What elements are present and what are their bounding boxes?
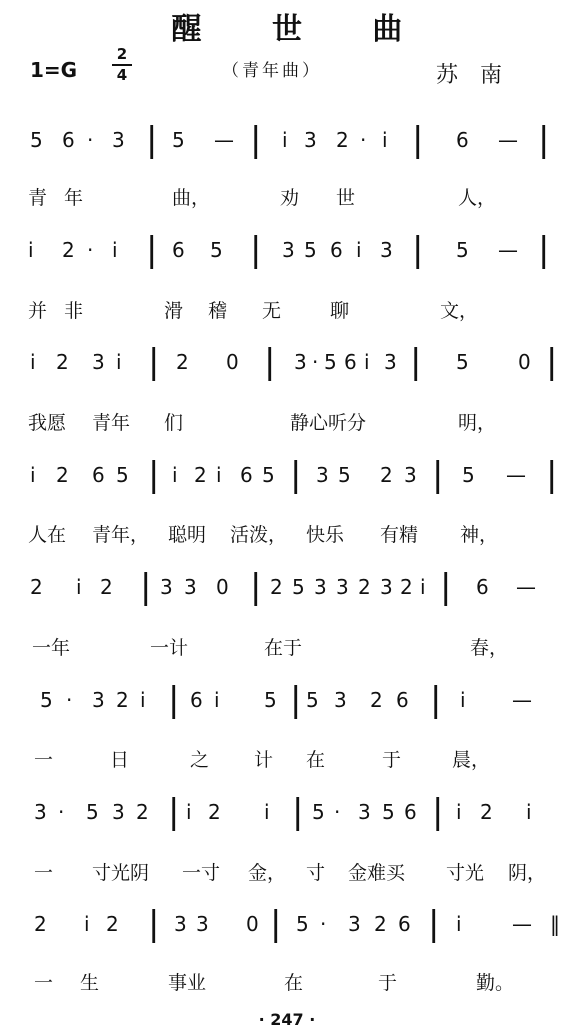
- note: 5: [338, 463, 351, 487]
- bar-line: |: [290, 680, 302, 720]
- lyric: 青年，: [92, 524, 150, 546]
- note: 2: [370, 688, 383, 712]
- note: 3: [334, 688, 347, 712]
- note: 5: [304, 238, 317, 262]
- note: 2: [400, 575, 413, 599]
- note: 6: [190, 688, 203, 712]
- note: 3: [112, 128, 125, 152]
- note: 5: [292, 575, 305, 599]
- note: 5: [86, 800, 99, 824]
- note: ·: [66, 688, 73, 712]
- note: i: [30, 463, 36, 487]
- note: 2: [56, 350, 69, 374]
- note: 5: [324, 350, 337, 374]
- note: 2: [30, 575, 43, 599]
- lyric: 并: [28, 300, 48, 322]
- note: i: [364, 350, 370, 374]
- note: 3: [384, 350, 397, 374]
- note: i: [456, 800, 462, 824]
- note: 3: [380, 575, 393, 599]
- note: 3: [404, 463, 417, 487]
- note: i: [456, 912, 462, 936]
- note: ·: [312, 350, 319, 374]
- note: i: [282, 128, 288, 152]
- bar-line: |: [432, 792, 444, 832]
- origin: 苏南: [436, 63, 525, 88]
- note: —: [516, 575, 536, 599]
- bar-line: |: [412, 230, 424, 270]
- note: 2: [380, 463, 393, 487]
- note: —: [498, 238, 518, 262]
- note: —: [512, 688, 532, 712]
- note: 0: [226, 350, 239, 374]
- subtitle: （青年曲）: [222, 61, 322, 81]
- note: 6: [92, 463, 105, 487]
- note: 5: [456, 350, 469, 374]
- lyric: 在于: [264, 637, 303, 659]
- lyric: 有精: [380, 524, 419, 546]
- note: —: [512, 912, 532, 936]
- note: 2: [194, 463, 207, 487]
- lyric: 滑: [164, 300, 184, 322]
- note: 2: [176, 350, 189, 374]
- lyric: 快乐: [306, 524, 345, 546]
- note: —: [506, 463, 526, 487]
- lyric: 计: [254, 749, 274, 771]
- bar-line: |: [264, 342, 276, 382]
- bar-line: |: [410, 342, 422, 382]
- note: 3: [92, 688, 105, 712]
- note: 5: [30, 128, 43, 152]
- lyric: 一年: [32, 637, 71, 659]
- note: i: [420, 575, 426, 599]
- time-bottom: 4: [116, 66, 128, 84]
- bar-line: |: [430, 680, 442, 720]
- note: 5: [462, 463, 475, 487]
- lyric: 聊: [330, 300, 350, 322]
- lyric: 青: [28, 187, 48, 209]
- lyric: 日: [110, 749, 130, 771]
- bar-line: |: [146, 120, 158, 160]
- note: ·: [360, 128, 367, 152]
- lyric: 春，: [470, 637, 509, 659]
- note: 6: [476, 575, 489, 599]
- note: 3: [348, 912, 361, 936]
- note: 6: [404, 800, 417, 824]
- lyric: 生: [80, 972, 100, 994]
- lyric: 在: [284, 972, 304, 994]
- note: 0: [216, 575, 229, 599]
- lyric: 人，: [458, 187, 497, 209]
- note: ·: [87, 238, 94, 262]
- lyric: 活泼，: [230, 524, 288, 546]
- lyric: 一: [34, 972, 54, 994]
- note: 2: [374, 912, 387, 936]
- lyric: 一寸: [182, 862, 221, 884]
- lyric: 神，: [460, 524, 499, 546]
- note: i: [140, 688, 146, 712]
- note: 6: [172, 238, 185, 262]
- note: 5: [264, 688, 277, 712]
- lyric: 文，: [440, 300, 479, 322]
- note: i: [214, 688, 220, 712]
- note: 5: [382, 800, 395, 824]
- note: 5: [312, 800, 325, 824]
- lyric: 勤。: [476, 972, 515, 994]
- note: 0: [246, 912, 259, 936]
- note: 3: [92, 350, 105, 374]
- bar-line: |: [168, 680, 180, 720]
- note: 3: [160, 575, 173, 599]
- bar-line: |: [140, 567, 152, 607]
- note: i: [112, 238, 118, 262]
- lyric: 金难买: [348, 862, 406, 884]
- note: 0: [518, 350, 531, 374]
- lyric: 一: [34, 749, 54, 771]
- bar-line: |: [538, 120, 550, 160]
- bar-line: |: [250, 230, 262, 270]
- note: 6: [330, 238, 343, 262]
- note: 6: [240, 463, 253, 487]
- bar-line: |: [146, 230, 158, 270]
- note: 3: [316, 463, 329, 487]
- note: i: [460, 688, 466, 712]
- bar-line: |: [148, 342, 160, 382]
- note: 3: [294, 350, 307, 374]
- lyric: 非: [64, 300, 84, 322]
- note: i: [84, 912, 90, 936]
- note: i: [28, 238, 34, 262]
- note: 6: [456, 128, 469, 152]
- note: 6: [62, 128, 75, 152]
- note: i: [186, 800, 192, 824]
- lyric: 一: [34, 862, 54, 884]
- note: i: [172, 463, 178, 487]
- lyric: 们: [164, 412, 184, 434]
- note: i: [356, 238, 362, 262]
- note: 5: [296, 912, 309, 936]
- bar-line: |: [270, 904, 282, 944]
- lyric: 晨，: [452, 749, 491, 771]
- note: i: [116, 350, 122, 374]
- lyric: 寸: [306, 862, 326, 884]
- note: i: [264, 800, 270, 824]
- note: 2: [208, 800, 221, 824]
- note: 5: [210, 238, 223, 262]
- lyric: 稽: [208, 300, 228, 322]
- lyric: 世: [336, 187, 356, 209]
- lyric: 一计: [150, 637, 189, 659]
- bar-line: |: [148, 904, 160, 944]
- note: 3: [336, 575, 349, 599]
- note: 5: [456, 238, 469, 262]
- note: 2: [62, 238, 75, 262]
- lyric: 阴，: [508, 862, 547, 884]
- bar-line: |: [250, 120, 262, 160]
- note: 6: [396, 688, 409, 712]
- note: 5: [40, 688, 53, 712]
- note: 3: [196, 912, 209, 936]
- note: 2: [106, 912, 119, 936]
- note: 3: [380, 238, 393, 262]
- note: 5: [262, 463, 275, 487]
- note: 6: [344, 350, 357, 374]
- time-top: 2: [116, 45, 128, 63]
- lyric: 静心听分: [290, 412, 367, 434]
- lyric: 我愿: [28, 412, 67, 434]
- note: 3: [34, 800, 47, 824]
- note: 2: [336, 128, 349, 152]
- lyric: 曲，: [172, 187, 211, 209]
- lyric: 寸光阴: [92, 862, 150, 884]
- bar-line: |: [168, 792, 180, 832]
- bar-line: |: [148, 455, 160, 495]
- page-number: · 247 ·: [258, 1010, 316, 1029]
- bar-line: |: [292, 792, 304, 832]
- lyric: 青年: [92, 412, 131, 434]
- lyric: 于: [378, 972, 398, 994]
- note: 5: [306, 688, 319, 712]
- note: 3: [174, 912, 187, 936]
- note: 2: [136, 800, 149, 824]
- note: 2: [480, 800, 493, 824]
- note: ·: [320, 912, 327, 936]
- lyric: 无: [262, 300, 282, 322]
- lyric: 事业: [168, 972, 207, 994]
- note: 2: [100, 575, 113, 599]
- note: 3: [314, 575, 327, 599]
- note: 3: [304, 128, 317, 152]
- note: 6: [398, 912, 411, 936]
- bar-line: |: [428, 904, 440, 944]
- lyric: 在: [306, 749, 326, 771]
- note: ·: [87, 128, 94, 152]
- note: 3: [184, 575, 197, 599]
- bar-line: ‖: [550, 912, 560, 936]
- note: i: [526, 800, 532, 824]
- bar-line: |: [440, 567, 452, 607]
- bar-line: |: [546, 455, 558, 495]
- bar-line: |: [250, 567, 262, 607]
- note: 3: [282, 238, 295, 262]
- note: 5: [172, 128, 185, 152]
- time-signature: [112, 46, 132, 84]
- key-signature: 1=G: [30, 58, 78, 82]
- note: i: [30, 350, 36, 374]
- lyric: 劝: [280, 187, 300, 209]
- bar-line: |: [538, 230, 550, 270]
- lyric: 明，: [458, 412, 497, 434]
- note: 3: [358, 800, 371, 824]
- note: 2: [34, 912, 47, 936]
- note: 3: [112, 800, 125, 824]
- bar-line: |: [412, 120, 424, 160]
- song-title: 醒 世 曲: [171, 12, 433, 47]
- note: 2: [358, 575, 371, 599]
- lyric: 寸光: [446, 862, 485, 884]
- note: 2: [270, 575, 283, 599]
- note: —: [498, 128, 518, 152]
- lyric: 年: [64, 187, 84, 209]
- note: 2: [56, 463, 69, 487]
- note: i: [382, 128, 388, 152]
- note: —: [214, 128, 234, 152]
- note: ·: [58, 800, 65, 824]
- lyric: 金，: [248, 862, 287, 884]
- note: 5: [116, 463, 129, 487]
- note: ·: [334, 800, 341, 824]
- lyric: 之: [190, 749, 210, 771]
- bar-line: |: [290, 455, 302, 495]
- lyric: 人在: [28, 524, 67, 546]
- note: 2: [116, 688, 129, 712]
- bar-line: |: [432, 455, 444, 495]
- lyric: 于: [382, 749, 402, 771]
- bar-line: |: [546, 342, 558, 382]
- note: i: [76, 575, 82, 599]
- note: i: [216, 463, 222, 487]
- lyric: 聪明: [168, 524, 207, 546]
